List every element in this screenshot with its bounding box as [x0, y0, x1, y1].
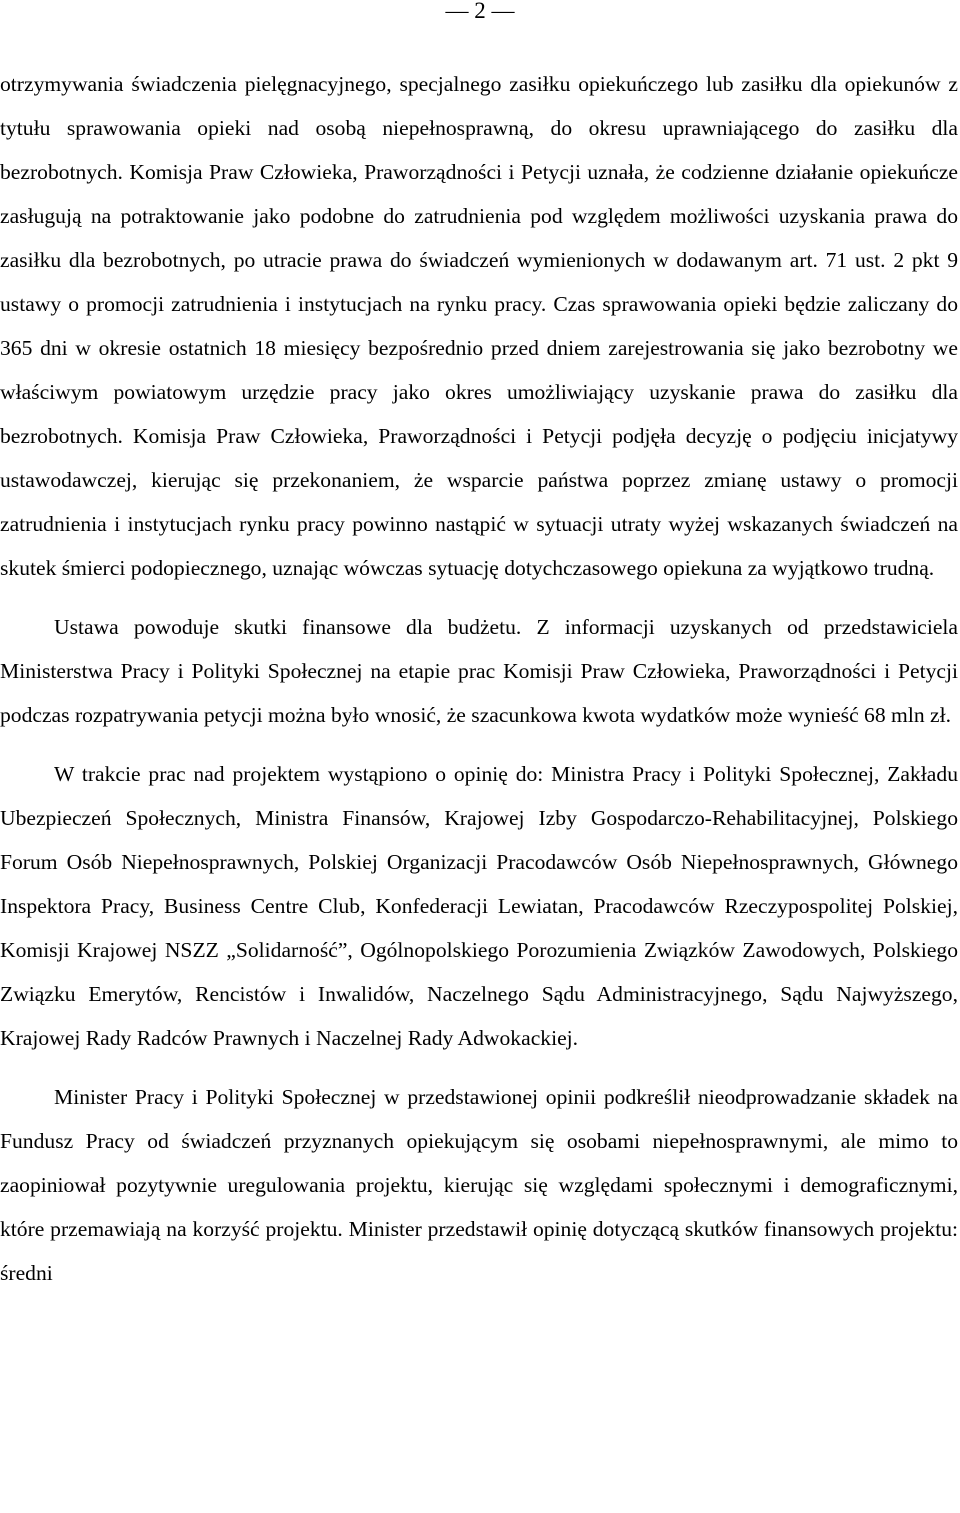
- paragraph-unemployment-benefit: otrzymywania świadczenia pielęgnacyjnego, specjalnego zasiłku opiekuńczego lub zasiłku dla opiekunów z tytułu sprawowania opieki nad osobą niepełnosprawną, do okresu uprawniającego do zasiłku dla bezrobotnych. Komisja Praw Człowieka, Praworządności i Petycji uznała, że codzienne działanie opiekuńcze zasługują na potraktowanie jako podobne do zatrudnienia pod względem możliwości uzyskania prawa do zasiłku dla bezrobotnych, po utracie prawa do świadczeń wymienionych w dodawanym art. 71 ust. 2 pkt 9 ustawy o promocji zatrudnienia i instytucjach na rynku pracy. Czas sprawowania opieki będzie zaliczany do 365 dni w okresie ostatnich 18 miesięcy bezpośrednio przed dniem zarejestrowania się jako bezrobotny we właściwym powiatowym urzędzie pracy jako okres umożliwiający uzyskanie prawa do zasiłku dla bezrobotnych. Komisja Praw Człowieka, Praworządności i Petycji podjęła decyzję o podjęciu inicjatywy ustawodawczej, kierując się przekonaniem, że wsparcie państwa poprzez zmianę ustawy o promocji zatrudnienia i instytucjach rynku pracy powinno nastąpić w sytuacji utraty wyżej wskazanych świadczeń na skutek śmierci podopiecznego, uznając wówczas sytuację dotychczasowego opiekuna za wyjątkowo trudną.: [0, 72, 958, 580]
- paragraph-minister-opinion: Minister Pracy i Polityki Społecznej w przedstawionej opinii podkreślił nieodprowadzanie składek na Fundusz Pracy od świadczeń przyznanych opiekującym się osobami niepełnosprawnymi, ale mimo to zaopiniował pozytywnie uregulowania projektu, kierując się względami społecznymi i demograficznymi, które przemawiają na korzyść projektu. Minister przedstawił opinię dotyczącą skutków finansowych projektu: średni: [0, 1085, 958, 1285]
- paragraph-budget-impact: Ustawa powoduje skutki finansowe dla budżetu. Z informacji uzyskanych od przedstawiciela Ministerstwa Pracy i Polityki Społecznej na etapie prac Komisji Praw Człowieka, Praworządności i Petycji podczas rozpatrywania petycji można było wnosić, że szacunkowa kwota wydatków może wynieść 68 mln zł.: [0, 615, 958, 727]
- page-number: — 2 —: [445, 0, 515, 23]
- document-body: [0, 62, 958, 1295]
- paragraph-opinion-requests: W trakcie prac nad projektem wystąpiono o opinię do: Ministra Pracy i Polityki Społecznej, Zakładu Ubezpieczeń Społecznych, Ministra Finansów, Krajowej Izby Gospodarczo-Rehabilitacyjnej, Polskiego Forum Osób Niepełnosprawnych, Polskiej Organizacji Pracodawców Osób Niepełnosprawnych, Głównego Inspektora Pracy, Business Centre Club, Konfederacji Lewiatan, Pracodawców Rzeczypospolitej Polskiej, Komisji Krajowej NSZZ „Solidarność”, Ogólnopolskiego Porozumienia Związków Zawodowych, Polskiego Związku Emerytów, Rencistów i Inwalidów, Naczelnego Sądu Administracyjnego, Sądu Najwyższego, Krajowej Rady Radców Prawnych i Naczelnej Rady Adwokackiej.: [0, 762, 958, 1050]
